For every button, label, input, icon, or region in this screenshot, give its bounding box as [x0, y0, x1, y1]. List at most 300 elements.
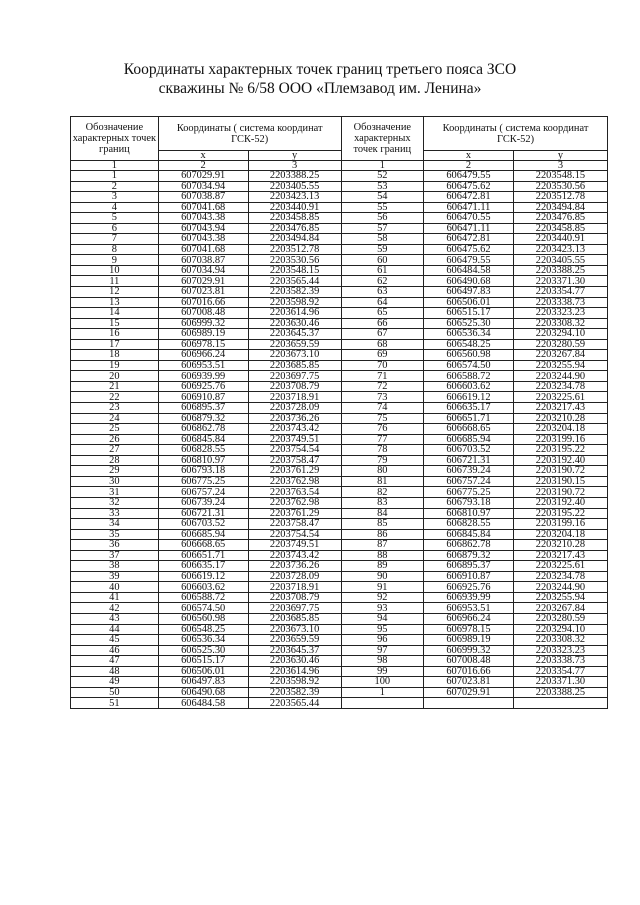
cell-x-right: 606651.71 [424, 413, 514, 424]
cell-y-right: 2203476.85 [513, 213, 607, 224]
cell-x-right: 606939.99 [424, 592, 514, 603]
cell-y-left: 2203476.85 [248, 223, 341, 234]
cell-y-left: 2203758.47 [248, 519, 341, 530]
cell-y-left: 2203736.26 [248, 561, 341, 572]
cell-x-right: 606472.81 [424, 234, 514, 245]
cell-y-left: 2203614.96 [248, 666, 341, 677]
cell-y-right: 2203190.72 [513, 487, 607, 498]
cell-x-right: 606479.55 [424, 255, 514, 266]
table-row [71, 350, 608, 361]
cell-x-left: 606939.99 [158, 371, 248, 382]
cell-x-left: 606828.55 [158, 445, 248, 456]
cell-y-left: 2203763.54 [248, 487, 341, 498]
cell-point-right: 55 [341, 202, 423, 213]
cell-y-left: 2203708.79 [248, 381, 341, 392]
table-row [71, 181, 608, 192]
cell-x-right: 606475.62 [424, 181, 514, 192]
cell-y-right: 2203204.18 [513, 529, 607, 540]
cell-y-right: 2203323.23 [513, 645, 607, 656]
header-y-left: y [248, 151, 341, 161]
cell-y-left: 2203565.44 [248, 698, 341, 709]
cell-point-right: 95 [341, 624, 423, 635]
cell-point-left: 40 [71, 582, 159, 593]
cell-y-right: 2203210.28 [513, 540, 607, 551]
cell-y-right: 2203199.16 [513, 434, 607, 445]
cell-x-left: 606506.01 [158, 666, 248, 677]
title-line-2: скважины № 6/58 ООО «Племзавод им. Ленина» [158, 80, 482, 97]
cell-point-left: 17 [71, 339, 159, 350]
cell-y-left: 2203565.44 [248, 276, 341, 287]
cell-point-right: 56 [341, 213, 423, 224]
cell-x-right: 606484.58 [424, 265, 514, 276]
cell-x-right: 607029.91 [424, 687, 514, 698]
table-row [71, 392, 608, 403]
cell-x-left: 606879.32 [158, 413, 248, 424]
cell-x-left: 607016.66 [158, 297, 248, 308]
cell-y-left: 2203582.39 [248, 687, 341, 698]
cell-y-left: 2203548.15 [248, 265, 341, 276]
table-row [71, 297, 608, 308]
cell-x-left: 606966.24 [158, 350, 248, 361]
cell-y-right: 2203199.16 [513, 519, 607, 530]
table-row [71, 445, 608, 456]
cell-y-right: 2203280.59 [513, 613, 607, 624]
cell-y-right: 2203512.78 [513, 192, 607, 203]
cell-point-right: 83 [341, 497, 423, 508]
cell-x-right [424, 698, 514, 709]
cell-point-right: 74 [341, 403, 423, 414]
table-row [71, 287, 608, 298]
cell-x-left: 606895.37 [158, 403, 248, 414]
table-row [71, 455, 608, 466]
cell-point-right: 76 [341, 424, 423, 435]
cell-x-right: 607023.81 [424, 677, 514, 688]
cell-x-left: 606548.25 [158, 624, 248, 635]
cell-point-left: 44 [71, 624, 159, 635]
cell-point-right: 60 [341, 255, 423, 266]
cell-y-left: 2203673.10 [248, 350, 341, 361]
cell-point-left: 37 [71, 550, 159, 561]
cell-point-right: 68 [341, 339, 423, 350]
cell-x-left: 606810.97 [158, 455, 248, 466]
cell-point-right: 79 [341, 455, 423, 466]
cell-x-left: 606739.24 [158, 497, 248, 508]
cell-x-right: 606879.32 [424, 550, 514, 561]
table-row [71, 276, 608, 287]
cell-y-left: 2203659.59 [248, 339, 341, 350]
cell-x-left: 607008.48 [158, 308, 248, 319]
cell-point-left: 30 [71, 476, 159, 487]
table-row [71, 666, 608, 677]
cell-x-left: 606845.84 [158, 434, 248, 445]
cell-y-left: 2203761.29 [248, 466, 341, 477]
cell-point-left: 2 [71, 181, 159, 192]
cell-x-left: 606862.78 [158, 424, 248, 435]
table-row [71, 171, 608, 182]
cell-y-right: 2203458.85 [513, 223, 607, 234]
table-row [71, 519, 608, 530]
cell-point-right: 57 [341, 223, 423, 234]
cell-x-left: 606588.72 [158, 592, 248, 603]
cell-y-left: 2203749.51 [248, 540, 341, 551]
cell-x-right: 606536.34 [424, 329, 514, 340]
cell-y-left: 2203736.26 [248, 413, 341, 424]
cell-y-left: 2203645.37 [248, 329, 341, 340]
title-line-1: Координаты характерных точек границ третьего пояса ЗСО [123, 61, 517, 78]
cell-y-left: 2203697.75 [248, 371, 341, 382]
cell-x-right: 606685.94 [424, 434, 514, 445]
cell-x-right: 606775.25 [424, 487, 514, 498]
cell-x-right: 606574.50 [424, 360, 514, 371]
document-title [0, 60, 640, 98]
header-colnum-1-right: 1 [341, 161, 423, 171]
cell-point-right: 54 [341, 192, 423, 203]
cell-x-left: 607041.68 [158, 202, 248, 213]
cell-x-right: 606668.65 [424, 424, 514, 435]
cell-point-left: 3 [71, 192, 159, 203]
table-row [71, 645, 608, 656]
cell-x-left: 606999.32 [158, 318, 248, 329]
cell-x-left: 606703.52 [158, 519, 248, 530]
table-row [71, 265, 608, 276]
cell-y-left: 2203728.09 [248, 571, 341, 582]
cell-x-right: 606989.19 [424, 635, 514, 646]
cell-y-left: 2203754.54 [248, 445, 341, 456]
header-designation-right: Обозначение характерных точек границ [341, 117, 423, 161]
cell-y-left: 2203749.51 [248, 434, 341, 445]
cell-point-right: 82 [341, 487, 423, 498]
cell-point-left: 41 [71, 592, 159, 603]
cell-y-right: 2203217.43 [513, 403, 607, 414]
cell-point-right: 92 [341, 592, 423, 603]
cell-point-left: 47 [71, 656, 159, 667]
cell-y-right: 2203494.84 [513, 202, 607, 213]
cell-point-right: 94 [341, 613, 423, 624]
table-row [71, 529, 608, 540]
cell-y-right: 2203338.73 [513, 656, 607, 667]
cell-x-left: 606635.17 [158, 561, 248, 572]
cell-x-right: 606895.37 [424, 561, 514, 572]
header-x-left: x [158, 151, 248, 161]
table-row [71, 339, 608, 350]
cell-x-left: 607029.91 [158, 276, 248, 287]
cell-point-left: 20 [71, 371, 159, 382]
cell-x-left: 606651.71 [158, 550, 248, 561]
table-row [71, 561, 608, 572]
cell-x-left: 606560.98 [158, 613, 248, 624]
cell-point-left: 7 [71, 234, 159, 245]
cell-point-left: 34 [71, 519, 159, 530]
cell-y-right: 2203294.10 [513, 624, 607, 635]
cell-point-right: 71 [341, 371, 423, 382]
cell-y-left: 2203743.42 [248, 424, 341, 435]
cell-point-right [341, 698, 423, 709]
cell-x-right: 606925.76 [424, 582, 514, 593]
cell-y-left: 2203718.91 [248, 392, 341, 403]
cell-point-right: 58 [341, 234, 423, 245]
cell-y-left: 2203673.10 [248, 624, 341, 635]
cell-point-left: 23 [71, 403, 159, 414]
cell-point-right: 96 [341, 635, 423, 646]
cell-x-right: 606560.98 [424, 350, 514, 361]
cell-point-left: 5 [71, 213, 159, 224]
cell-point-right: 78 [341, 445, 423, 456]
table-row [71, 424, 608, 435]
cell-y-right: 2203210.28 [513, 413, 607, 424]
table-row [71, 413, 608, 424]
cell-y-left: 2203758.47 [248, 455, 341, 466]
cell-point-left: 21 [71, 381, 159, 392]
cell-y-right: 2203354.77 [513, 287, 607, 298]
cell-point-right: 64 [341, 297, 423, 308]
cell-x-right: 606635.17 [424, 403, 514, 414]
cell-point-right: 98 [341, 656, 423, 667]
cell-y-left: 2203685.85 [248, 613, 341, 624]
table-row [71, 687, 608, 698]
table-body [71, 171, 608, 709]
cell-y-right: 2203530.56 [513, 181, 607, 192]
cell-point-right: 88 [341, 550, 423, 561]
cell-point-right: 72 [341, 381, 423, 392]
cell-x-left: 606793.18 [158, 466, 248, 477]
cell-y-right: 2203308.32 [513, 635, 607, 646]
header-designation-left: Обозначение характерных точек границ [71, 117, 159, 161]
cell-point-left: 39 [71, 571, 159, 582]
cell-y-right: 2203338.73 [513, 297, 607, 308]
cell-y-left: 2203762.98 [248, 476, 341, 487]
cell-y-right: 2203423.13 [513, 244, 607, 255]
cell-point-left: 38 [71, 561, 159, 572]
table-row [71, 487, 608, 498]
cell-x-left: 606497.83 [158, 677, 248, 688]
cell-y-right: 2203192.40 [513, 455, 607, 466]
cell-x-right: 606603.62 [424, 381, 514, 392]
cell-x-right: 607016.66 [424, 666, 514, 677]
cell-point-right: 87 [341, 540, 423, 551]
cell-point-left: 28 [71, 455, 159, 466]
cell-x-left: 606978.15 [158, 339, 248, 350]
cell-x-left: 607038.87 [158, 192, 248, 203]
cell-y-right: 2203244.90 [513, 371, 607, 382]
cell-point-right: 59 [341, 244, 423, 255]
table-row [71, 255, 608, 266]
cell-point-left: 26 [71, 434, 159, 445]
cell-point-left: 36 [71, 540, 159, 551]
cell-x-right: 606966.24 [424, 613, 514, 624]
cell-x-right: 606479.55 [424, 171, 514, 182]
cell-y-left: 2203614.96 [248, 308, 341, 319]
cell-y-left: 2203754.54 [248, 529, 341, 540]
cell-point-right: 100 [341, 677, 423, 688]
cell-x-right: 606470.55 [424, 213, 514, 224]
cell-point-right: 86 [341, 529, 423, 540]
cell-y-left: 2203762.98 [248, 497, 341, 508]
cell-y-right: 2203371.30 [513, 276, 607, 287]
cell-y-right: 2203255.94 [513, 592, 607, 603]
cell-point-right: 69 [341, 350, 423, 361]
table-row [71, 476, 608, 487]
cell-x-left: 607034.94 [158, 181, 248, 192]
cell-point-left: 12 [71, 287, 159, 298]
table-row [71, 318, 608, 329]
cell-point-right: 67 [341, 329, 423, 340]
cell-x-right: 606506.01 [424, 297, 514, 308]
cell-x-left: 607023.81 [158, 287, 248, 298]
cell-x-right: 606548.25 [424, 339, 514, 350]
cell-point-right: 84 [341, 508, 423, 519]
cell-y-right: 2203195.22 [513, 508, 607, 519]
cell-x-left: 607038.87 [158, 255, 248, 266]
cell-point-left: 32 [71, 497, 159, 508]
header-colnum-2-right: 2 [424, 161, 514, 171]
cell-point-right: 70 [341, 360, 423, 371]
cell-point-left: 6 [71, 223, 159, 234]
cell-x-left: 606619.12 [158, 571, 248, 582]
table-row [71, 603, 608, 614]
cell-y-left: 2203728.09 [248, 403, 341, 414]
cell-x-left: 606515.17 [158, 656, 248, 667]
cell-x-left: 607041.68 [158, 244, 248, 255]
cell-y-left: 2203708.79 [248, 592, 341, 603]
cell-point-right: 65 [341, 308, 423, 319]
cell-y-right: 2203267.84 [513, 603, 607, 614]
cell-x-right: 606525.30 [424, 318, 514, 329]
cell-x-right: 606472.81 [424, 192, 514, 203]
cell-point-right: 52 [341, 171, 423, 182]
cell-point-left: 42 [71, 603, 159, 614]
cell-point-left: 14 [71, 308, 159, 319]
header-colnum-1-left: 1 [71, 161, 159, 171]
cell-x-right: 606471.11 [424, 223, 514, 234]
table-row [71, 656, 608, 667]
cell-point-left: 43 [71, 613, 159, 624]
cell-point-right: 73 [341, 392, 423, 403]
cell-y-left: 2203630.46 [248, 318, 341, 329]
cell-point-left: 45 [71, 635, 159, 646]
cell-y-right: 2203234.78 [513, 571, 607, 582]
cell-y-right: 2203308.32 [513, 318, 607, 329]
coordinates-table [70, 116, 608, 709]
table-row [71, 624, 608, 635]
cell-point-left: 22 [71, 392, 159, 403]
cell-point-left: 50 [71, 687, 159, 698]
cell-point-left: 8 [71, 244, 159, 255]
cell-x-right: 606910.87 [424, 571, 514, 582]
header-coords-right: Координаты ( система координат ГСК-52) [424, 117, 608, 151]
cell-x-left: 606525.30 [158, 645, 248, 656]
cell-point-left: 35 [71, 529, 159, 540]
cell-y-left: 2203530.56 [248, 255, 341, 266]
cell-y-left: 2203494.84 [248, 234, 341, 245]
cell-x-left: 606910.87 [158, 392, 248, 403]
cell-point-right: 89 [341, 561, 423, 572]
cell-x-left: 606757.24 [158, 487, 248, 498]
cell-point-right: 97 [341, 645, 423, 656]
table-row [71, 466, 608, 477]
cell-x-right: 606810.97 [424, 508, 514, 519]
table-row [71, 192, 608, 203]
cell-x-right: 606793.18 [424, 497, 514, 508]
cell-y-left: 2203685.85 [248, 360, 341, 371]
cell-point-right: 75 [341, 413, 423, 424]
cell-point-right: 93 [341, 603, 423, 614]
cell-point-left: 46 [71, 645, 159, 656]
cell-y-left: 2203582.39 [248, 287, 341, 298]
cell-point-right: 80 [341, 466, 423, 477]
cell-x-left: 607043.38 [158, 234, 248, 245]
cell-point-left: 27 [71, 445, 159, 456]
cell-x-left: 606490.68 [158, 687, 248, 698]
cell-x-right: 606471.11 [424, 202, 514, 213]
cell-y-right: 2203225.61 [513, 392, 607, 403]
cell-x-left: 606685.94 [158, 529, 248, 540]
cell-point-right: 85 [341, 519, 423, 530]
table-row [71, 371, 608, 382]
cell-x-right: 606475.62 [424, 244, 514, 255]
cell-x-right: 606588.72 [424, 371, 514, 382]
table-row [71, 213, 608, 224]
cell-y-right [513, 698, 607, 709]
cell-y-left: 2203718.91 [248, 582, 341, 593]
cell-x-left: 606668.65 [158, 540, 248, 551]
header-y-right: y [513, 151, 607, 161]
cell-x-left: 606775.25 [158, 476, 248, 487]
cell-x-right: 606953.51 [424, 603, 514, 614]
cell-point-left: 4 [71, 202, 159, 213]
cell-y-right: 2203244.90 [513, 582, 607, 593]
cell-x-right: 606999.32 [424, 645, 514, 656]
cell-y-right: 2203225.61 [513, 561, 607, 572]
cell-x-right: 606862.78 [424, 540, 514, 551]
cell-x-left: 607029.91 [158, 171, 248, 182]
cell-x-left: 606603.62 [158, 582, 248, 593]
table-row [71, 329, 608, 340]
cell-y-right: 2203234.78 [513, 381, 607, 392]
table-row [71, 381, 608, 392]
cell-x-right: 606978.15 [424, 624, 514, 635]
cell-point-left: 29 [71, 466, 159, 477]
cell-y-right: 2203388.25 [513, 265, 607, 276]
header-colnum-2-left: 2 [158, 161, 248, 171]
cell-y-left: 2203630.46 [248, 656, 341, 667]
cell-y-left: 2203598.92 [248, 297, 341, 308]
cell-x-left: 606574.50 [158, 603, 248, 614]
cell-x-left: 606484.58 [158, 698, 248, 709]
cell-x-left: 606989.19 [158, 329, 248, 340]
header-colnum-3-left: 3 [248, 161, 341, 171]
cell-y-left: 2203405.55 [248, 181, 341, 192]
cell-y-right: 2203323.23 [513, 308, 607, 319]
cell-point-left: 1 [71, 171, 159, 182]
table-row [71, 308, 608, 319]
header-coords-left: Координаты ( система координат ГСК-52) [158, 117, 341, 151]
cell-x-right: 606739.24 [424, 466, 514, 477]
cell-x-right: 606845.84 [424, 529, 514, 540]
table-row [71, 403, 608, 414]
table-row [71, 613, 608, 624]
cell-y-right: 2203294.10 [513, 329, 607, 340]
cell-point-left: 13 [71, 297, 159, 308]
cell-y-right: 2203255.94 [513, 360, 607, 371]
cell-x-left: 607043.94 [158, 223, 248, 234]
cell-y-left: 2203458.85 [248, 213, 341, 224]
cell-y-right: 2203388.25 [513, 687, 607, 698]
table-row [71, 234, 608, 245]
cell-y-left: 2203388.25 [248, 171, 341, 182]
cell-point-right: 91 [341, 582, 423, 593]
cell-y-left: 2203645.37 [248, 645, 341, 656]
cell-y-right: 2203354.77 [513, 666, 607, 677]
